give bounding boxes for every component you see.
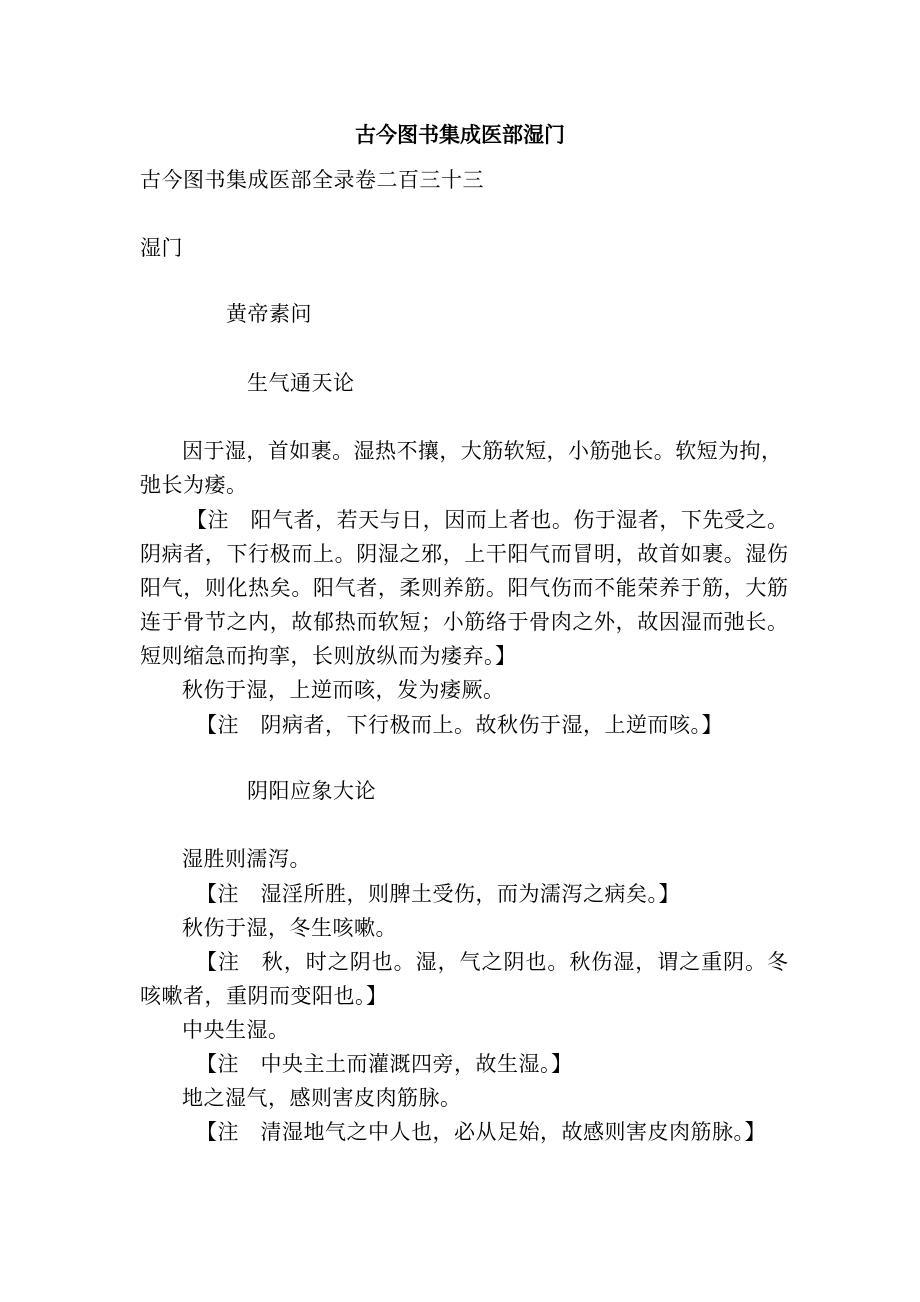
text-line: 秋伤于湿，冬生咳嗽。: [182, 916, 397, 940]
text-line: 湿胜则濡泻。: [182, 847, 311, 871]
text-line: 弛长为痿。: [140, 473, 248, 497]
annotation-line: 【注 秋，时之阴也。湿，气之阴也。秋伤湿，谓之重阴。冬: [196, 950, 788, 974]
chapter-heading: 生气通天论: [247, 371, 355, 395]
volume-subtitle: 古今图书集成医部全录卷二百三十三: [140, 168, 484, 192]
section-heading: 湿门: [140, 236, 183, 260]
book-heading: 黄帝素问: [226, 302, 312, 326]
annotation-line: 阴病者，下行极而上。阴湿之邪，上干阳气而冒明，故首如裹。湿伤: [140, 542, 788, 566]
text-line: 中央生湿。: [182, 1018, 290, 1042]
annotation-line: 【注 湿淫所胜，则脾土受伤，而为濡泻之病矣。】: [196, 882, 680, 906]
annotation-line: 【注 中央主土而灌溉四旁，故生湿。】: [196, 1052, 573, 1076]
annotation-line: 【注 阴病者，下行极而上。故秋伤于湿，上逆而咳。】: [196, 713, 723, 737]
annotation-line: 咳嗽者，重阴而变阳也。】: [140, 984, 388, 1008]
annotation-line: 短则缩急而拘挛，长则放纵而为痿弃。】: [140, 644, 517, 668]
annotation-line: 【注 阳气者，若天与日，因而上者也。伤于湿者，下先受之。: [186, 508, 788, 532]
annotation-line: 阳气，则化热矣。阳气者，柔则养筋。阳气伤而不能荣养于筋，大筋: [140, 576, 788, 600]
text-line: 因于湿，首如裹。湿热不攘，大筋软短，小筋弛长。软短为拘，: [182, 439, 782, 463]
text-line: 地之湿气，感则害皮肉筋脉。: [182, 1086, 462, 1110]
chapter-heading: 阴阳应象大论: [247, 779, 376, 803]
annotation-line: 连于骨节之内，故郁热而软短；小筋络于骨肉之外，故因湿而弛长。: [140, 610, 788, 634]
text-line: 秋伤于湿，上逆而咳，发为痿厥。: [182, 678, 505, 702]
annotation-line: 【注 清湿地气之中人也，必从足始，故感则害皮肉筋脉。】: [196, 1120, 766, 1144]
document-title: 古今图书集成医部湿门: [355, 122, 565, 147]
